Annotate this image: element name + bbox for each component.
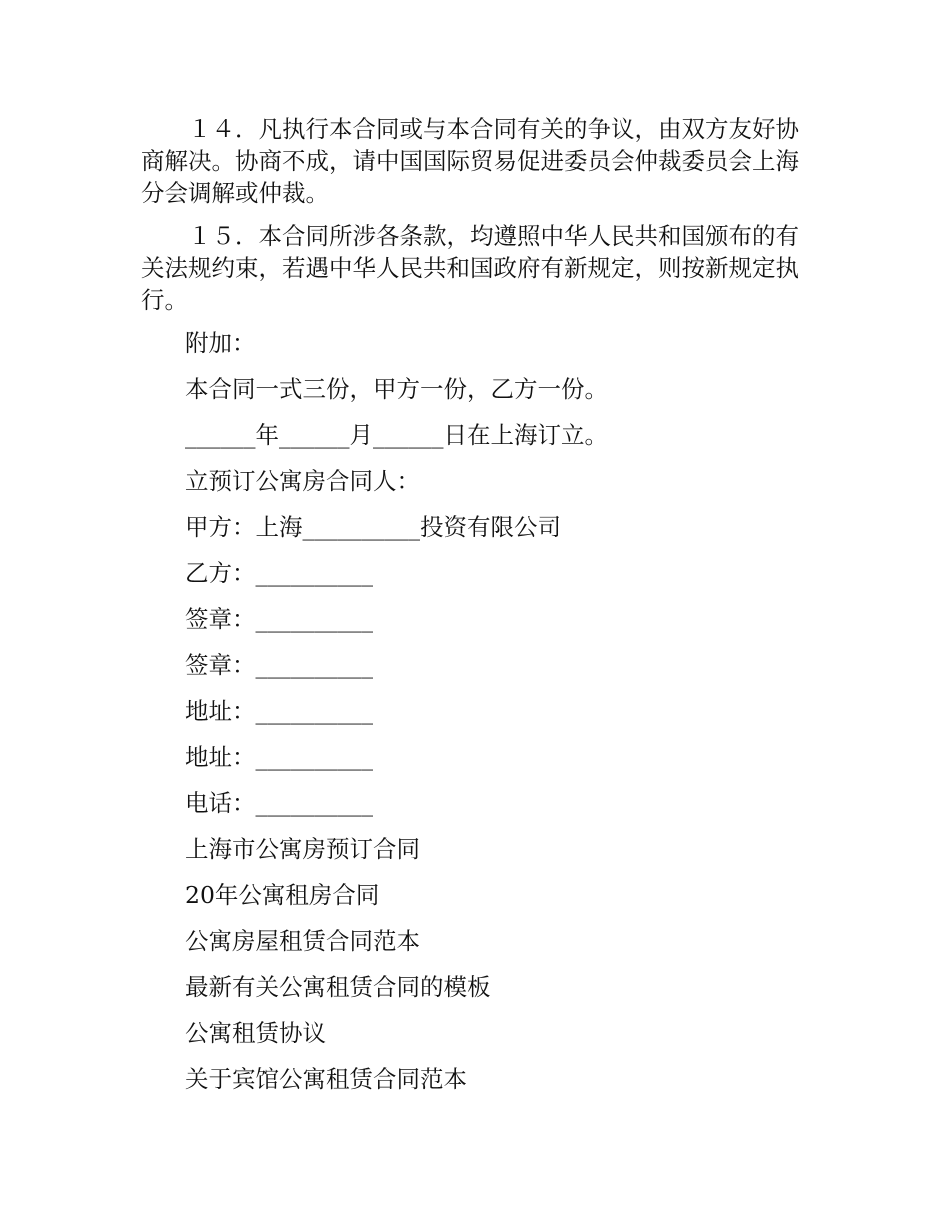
related-link-4[interactable]: 最新有关公寓租赁合同的模板 (185, 973, 491, 1001)
seal-line-1: 签章：__________ (185, 605, 373, 633)
copies-note: 本合同一式三份，甲方一份，乙方一份。 (185, 375, 608, 403)
date-line: ______年______月______日在上海订立。 (185, 421, 608, 449)
clause-15: １５．本合同所涉各条款，均遵照中华人民共和国颁布的有关法规约束，若遇中华人民共和国政府有新规定，则按新规定执行。 (141, 222, 799, 314)
phone-line: 电话：__________ (185, 789, 373, 817)
appendix-label: 附加： (185, 329, 256, 357)
party-a-line: 甲方：上海__________投资有限公司 (185, 513, 561, 541)
related-link-2[interactable]: 20年公寓租房合同 (185, 881, 380, 909)
address-line-1: 地址：__________ (185, 697, 373, 725)
clause-14: １４．凡执行本合同或与本合同有关的争议，由双方友好协商解决。协商不成，请中国国际贸易促进委员会仲裁委员会上海分会调解或仲裁。 (141, 115, 799, 207)
address-line-2: 地址：__________ (185, 743, 373, 771)
party-b-line: 乙方：__________ (185, 559, 373, 587)
related-link-3[interactable]: 公寓房屋租赁合同范本 (185, 927, 420, 955)
signatories-heading: 立预订公寓房合同人： (185, 467, 420, 495)
related-link-5[interactable]: 公寓租赁协议 (185, 1019, 326, 1047)
seal-line-2: 签章：__________ (185, 651, 373, 679)
related-link-1[interactable]: 上海市公寓房预订合同 (185, 835, 420, 863)
related-link-6[interactable]: 关于宾馆公寓租赁合同范本 (185, 1065, 467, 1093)
